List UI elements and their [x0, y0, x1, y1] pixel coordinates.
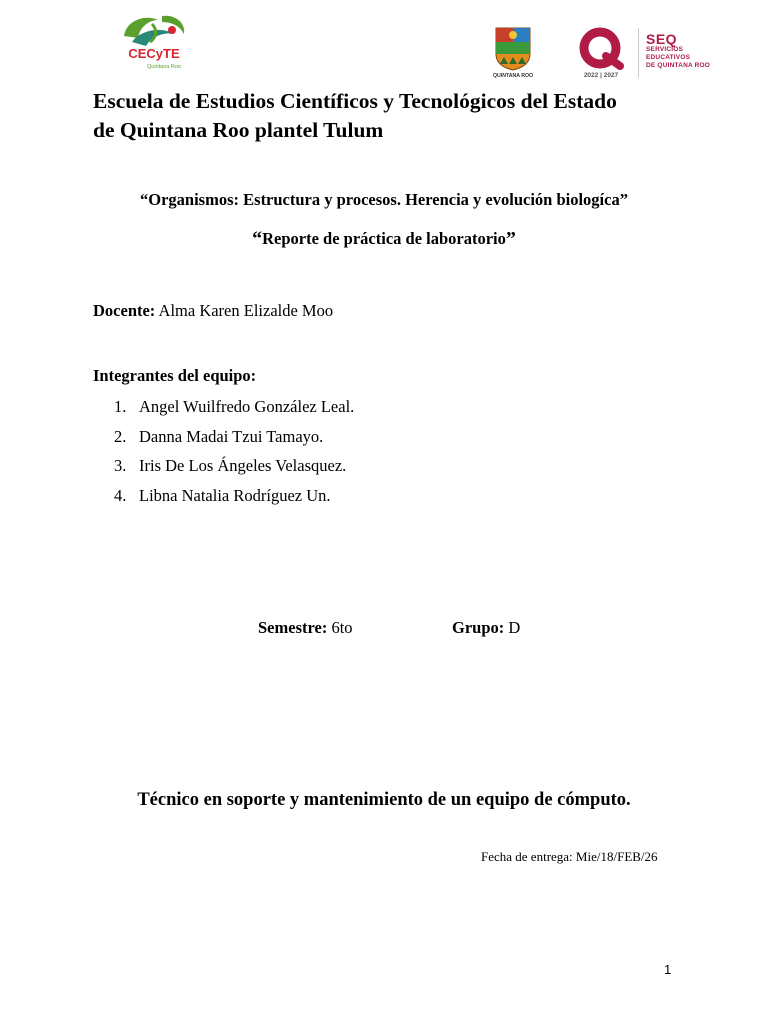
list-item-name: Danna Madai Tzui Tamayo.: [139, 426, 324, 446]
quintana-roo-shield-logo: [490, 24, 536, 80]
list-item-number: 3.: [114, 456, 127, 475]
semestre-field: [258, 618, 353, 638]
semestre-value: 6to: [331, 618, 353, 637]
school-title-line1: Escuela de Estudios Científicos y Tecnológicos del Estado: [93, 89, 617, 113]
q-logo-years: 2022 | 2027: [583, 72, 619, 79]
cecyte-logo: [112, 8, 196, 74]
list-item-name: Libna Natalia Rodríguez Un.: [139, 485, 331, 505]
subject-title: “Organismos: Estructura y procesos. Herencia y evolución biologíca”: [140, 190, 628, 209]
school-title: [93, 87, 693, 145]
docente-label: Docente:: [93, 301, 156, 320]
docente-name: Alma Karen Elizalde Moo: [158, 301, 334, 320]
quintana-roo-logo-text: QUINTANA ROO: [492, 73, 534, 79]
career-title: Técnico en soporte y mantenimiento de un equipo de cómputo.: [137, 790, 631, 810]
list-item-name: Iris De Los Ángeles Velasquez.: [139, 456, 347, 475]
report-title-text: Reporte de práctica de laboratorio: [262, 229, 506, 248]
cecyte-logo-subtext: Quintana Roo: [147, 64, 181, 70]
report-open-quote: “: [252, 228, 263, 250]
list-item-number: 4.: [114, 485, 127, 505]
docente-line: [93, 301, 333, 321]
grupo-label: Grupo:: [452, 618, 505, 637]
semestre-label: Semestre:: [258, 618, 328, 637]
shield-icon: [490, 24, 536, 80]
seq-logo-line2: EDUCATIVOS: [646, 54, 691, 61]
team-member-list: [114, 396, 354, 514]
list-item-name: Angel Wuilfredo González Leal.: [139, 397, 355, 416]
seq-logo-line1: SERVICIOS: [646, 46, 684, 53]
list-item: [114, 426, 354, 456]
logo-divider: [638, 28, 639, 78]
report-close-quote: ”: [505, 228, 516, 250]
list-item-number: 2.: [114, 426, 127, 446]
list-item-number: 1.: [114, 397, 127, 416]
team-heading: Integrantes del equipo:: [93, 366, 257, 385]
cecyte-logo-text: CECyTE: [128, 46, 180, 61]
list-item: [114, 396, 354, 426]
seq-logo-line3: DE QUINTANA ROO: [646, 62, 711, 69]
page-number: 1: [664, 962, 672, 977]
q-letter-icon: [568, 26, 634, 80]
report-title: [0, 228, 768, 251]
seq-logo: [646, 32, 746, 70]
list-item: [114, 455, 354, 485]
delivery-date: Fecha de entrega: Mie/18/FEB/26: [481, 849, 658, 864]
grupo-value: D: [508, 618, 521, 637]
cecyte-emblem-icon: [112, 8, 196, 74]
list-item: [114, 485, 354, 515]
school-title-line2: de Quintana Roo plantel Tulum: [93, 118, 384, 142]
seq-logo-title: SEQ: [646, 31, 678, 47]
grupo-field: [452, 618, 520, 638]
q-government-logo: [568, 26, 634, 80]
